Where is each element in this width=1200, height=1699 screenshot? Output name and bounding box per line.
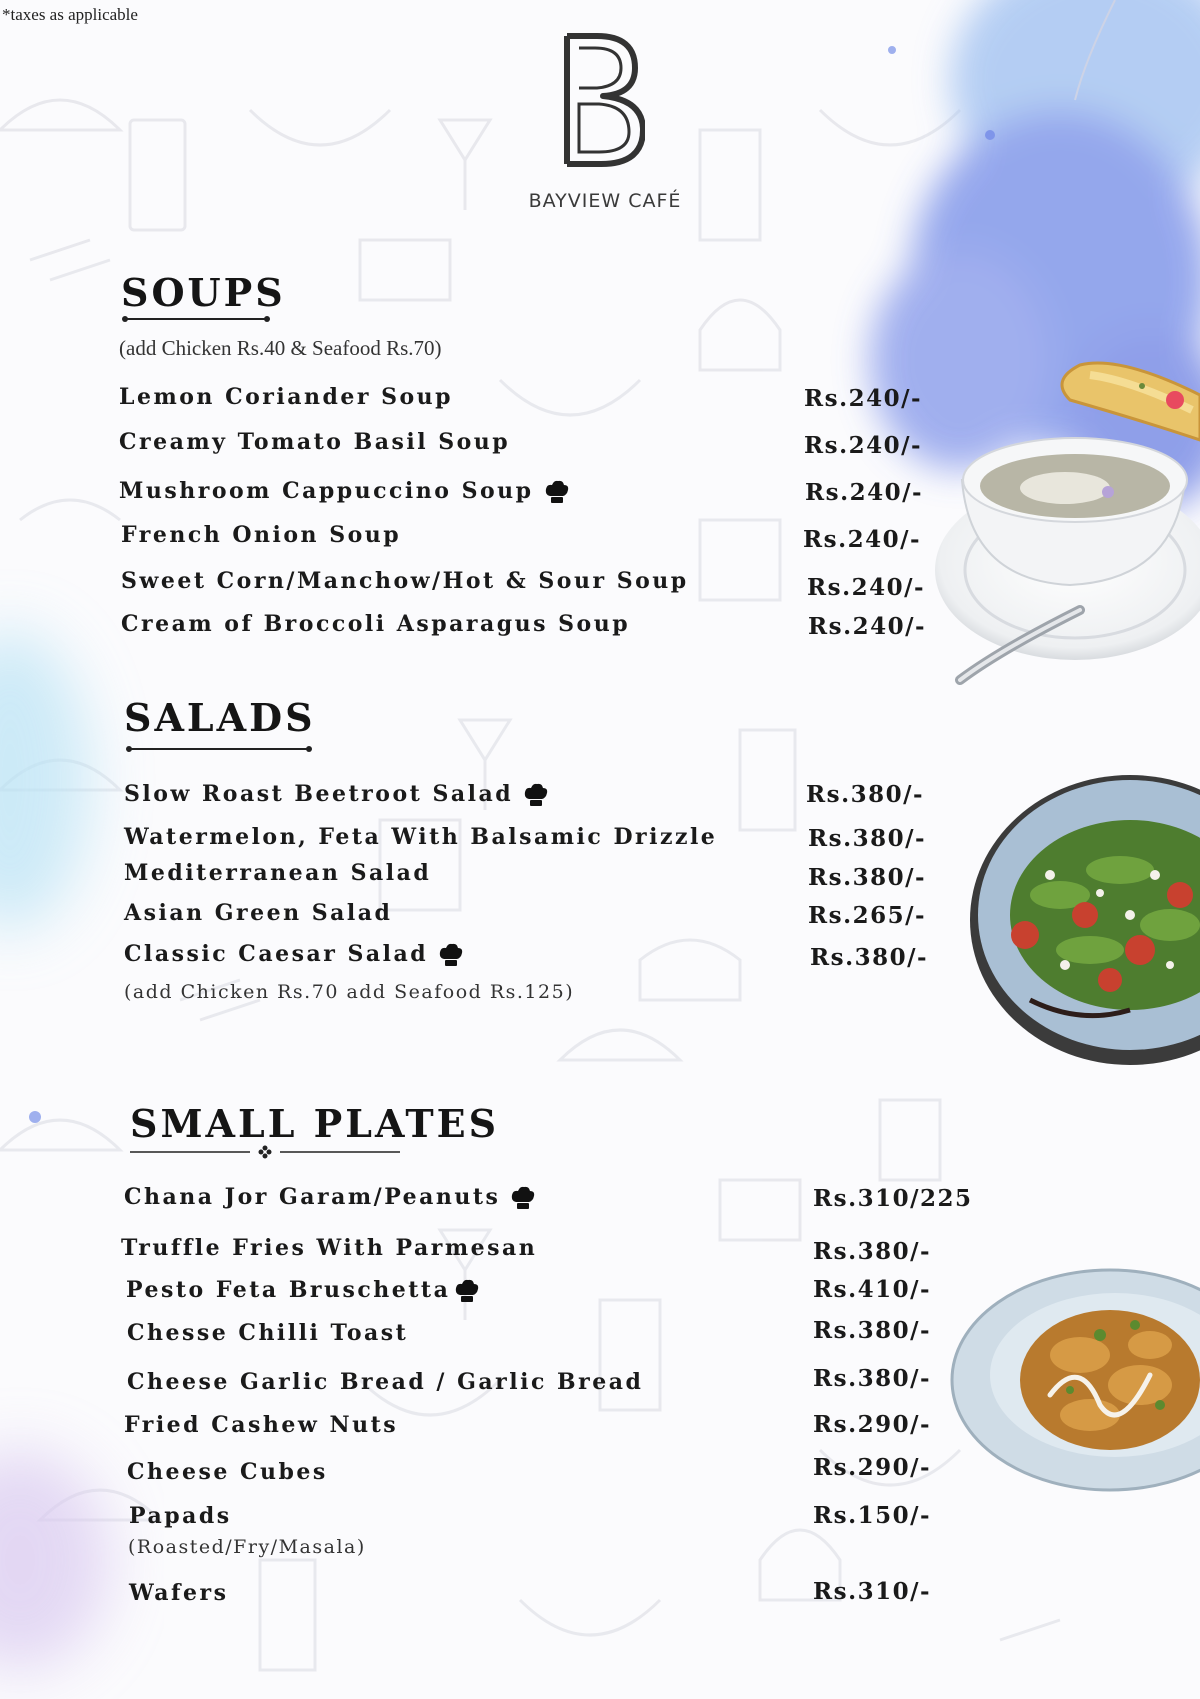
menu-item-price: Rs.380/- <box>813 1238 932 1265</box>
menu-item-price: Rs.410/- <box>813 1276 932 1303</box>
menu-item-price: Rs.240/- <box>807 574 926 601</box>
menu-item: Sweet Corn/Manchow/Hot & Sour Soup <box>121 568 689 594</box>
menu-item-price: Rs.240/- <box>804 432 923 459</box>
menu-item-price: Rs.290/- <box>813 1454 932 1481</box>
menu-item: French Onion Soup <box>121 522 402 548</box>
section-underline <box>130 1145 410 1159</box>
soups-addon-note: (add Chicken Rs.40 & Seafood Rs.70) <box>119 336 442 360</box>
taxes-note: *taxes as applicable <box>2 5 138 24</box>
chef-hat-icon <box>438 942 464 968</box>
menu-item-price: Rs.380/- <box>806 781 925 808</box>
menu-item: Chesse Chilli Toast <box>127 1320 409 1346</box>
section-title-soups: SOUPS <box>121 270 286 315</box>
menu-item-name: Slow Roast Beetroot Salad <box>124 781 514 807</box>
salad-plate-image <box>970 775 1200 1065</box>
menu-item: Asian Green Salad <box>124 900 393 926</box>
salads-addon-note: (add Chicken Rs.70 add Seafood Rs.125) <box>124 981 575 1003</box>
soup-bowl-image <box>930 360 1200 690</box>
menu-item <box>124 941 464 968</box>
menu-item <box>119 478 570 505</box>
small-plate-image <box>950 1265 1200 1505</box>
menu-item: Cream of Broccoli Asparagus Soup <box>121 611 631 637</box>
menu-item-price: Rs.310/- <box>813 1578 932 1605</box>
menu-item-name: Pesto Feta Bruschetta <box>126 1277 451 1303</box>
menu-item: Wafers <box>129 1580 229 1606</box>
menu-item-price: Rs.380/- <box>813 1317 932 1344</box>
chef-hat-icon <box>510 1185 536 1211</box>
menu-item-name: Classic Caesar Salad <box>124 941 429 967</box>
brand-name: BAYVIEW CAFÉ <box>528 190 682 212</box>
chef-hat-icon <box>454 1278 480 1304</box>
menu-item: Truffle Fries With Parmesan <box>121 1235 538 1261</box>
menu-item-name: Chana Jor Garam/Peanuts <box>124 1184 501 1210</box>
menu-item-price: Rs.240/- <box>808 613 927 640</box>
menu-item <box>124 1184 536 1211</box>
menu-item-price: Rs.240/- <box>803 526 922 553</box>
menu-item-price: Rs.240/- <box>805 479 924 506</box>
menu-item <box>126 1277 480 1304</box>
menu-item-name: Mushroom Cappuccino Soup <box>119 478 534 504</box>
menu-item: Fried Cashew Nuts <box>124 1412 399 1438</box>
b-monogram-logo <box>555 30 645 170</box>
menu-item-price: Rs.380/- <box>810 944 929 971</box>
menu-item: Watermelon, Feta With Balsamic Drizzle <box>124 824 718 850</box>
menu-item-price: Rs.310/225 <box>813 1185 973 1212</box>
menu-item-price: Rs.290/- <box>813 1411 932 1438</box>
menu-item <box>124 781 549 808</box>
section-underline <box>121 314 271 324</box>
menu-item-price: Rs.265/- <box>808 902 927 929</box>
menu-item-price: Rs.380/- <box>813 1365 932 1392</box>
section-underline <box>124 744 314 754</box>
papads-options-note: (Roasted/Fry/Masala) <box>128 1536 366 1558</box>
menu-item-price: Rs.380/- <box>808 864 927 891</box>
menu-item: Papads <box>129 1503 232 1529</box>
chef-hat-icon <box>544 479 570 505</box>
menu-item-price: Rs.240/- <box>804 385 923 412</box>
section-title-salads: SALADS <box>124 695 316 740</box>
menu-item-price: Rs.380/- <box>808 825 927 852</box>
section-title-small-plates: SMALL PLATES <box>130 1101 500 1146</box>
menu-item: Lemon Coriander Soup <box>119 384 454 410</box>
menu-item-price: Rs.150/- <box>813 1502 932 1529</box>
menu-item: Cheese Garlic Bread / Garlic Bread <box>127 1369 644 1395</box>
menu-item: Mediterranean Salad <box>124 860 432 886</box>
chef-hat-icon <box>523 782 549 808</box>
menu-item: Creamy Tomato Basil Soup <box>119 429 511 455</box>
menu-item: Cheese Cubes <box>127 1459 328 1485</box>
